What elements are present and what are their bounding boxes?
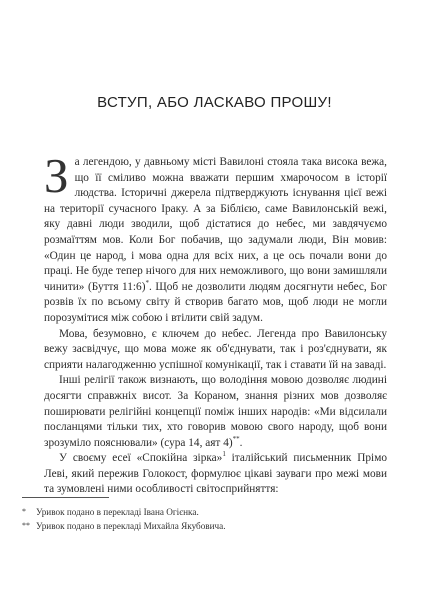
footnote-text: Уривок подано в перекладі Івана Огієнка.	[36, 507, 199, 517]
paragraph-text: У своєму есеї «Спокійна зірка»	[59, 452, 223, 465]
footnote-mark: *	[22, 507, 26, 516]
paragraph-text: італійський письменник Прімо Леві, який пережив Голокост, формулює цікаві зауваги про межі мови та зумовлені ними особливості світосприйняття:	[44, 452, 387, 496]
footnote-1	[22, 505, 402, 519]
footnote-divider	[22, 497, 109, 498]
footnote-ref[interactable]: **	[232, 434, 240, 443]
chapter-title: ВСТУП, АБО ЛАСКАВО ПРОШУ!	[97, 94, 332, 111]
paragraph-text: а легендою, у давньому місті Вавилоні стояла така висока вежа, що її сміливо можна вважати першим хмарочосом в історії людства. Історичні джерела підтверджують існування цієї вежі на території сучасного Іраку. А за Біблією, саме Вавилонській вежі, яку давні люди зводили, щоб дістатися до небес, ми завдячуємо розмаїттям мов. Коли Бог побачив, що задумали люди, Він мовив: «Один це народ, і мова одна для всіх них, а це ось почали вони до праці. Не буде тепер нічого для них неможливого, що вони замишляли чинити» (Буття 11:6)	[44, 156, 387, 293]
footnotes	[22, 505, 402, 533]
paragraph-text: Інші релігії також визнають, що володіння мовою дозволяє людині досягти справжніх висот. За Кораном, знання різних мов дозволяє поширювати релігійні концепції поміж інших народів: «Ми відсилали посланцями тільки тих, хто говорив мовою свого народу, щоб вони зрозуміло пояснювали» (сура 14, аят 4)	[44, 374, 387, 449]
footnote-mark: **	[22, 521, 30, 530]
paragraph-1	[44, 148, 387, 327]
footnote-text: Уривок подано в перекладі Михайла Якубовича.	[36, 521, 226, 531]
footnote-ref[interactable]: 1	[222, 450, 226, 459]
footnote-2	[22, 519, 402, 533]
paragraph-4	[44, 451, 387, 498]
drop-cap: З	[44, 148, 69, 203]
footnote-ref[interactable]: *	[145, 278, 149, 287]
paragraph-text: Мова, безумовно, є ключем до небес. Легенда про Вавилонську вежу засвідчує, що мова може як об'єднувати, так і роз'єднувати, як сприяти налагодженню успішної комунікації, так і ставати їй на заваді.	[44, 327, 387, 371]
paragraph-3	[44, 373, 387, 451]
paragraph-text: . Щоб не дозволити людям досягнути небес, Бог розвів їх по всьому світу й створив багато мов, щоб люди не могли порозумітися між собою і втілити свій задум.	[44, 280, 387, 324]
body-text	[44, 148, 387, 498]
paragraph-text: .	[239, 436, 243, 449]
paragraph-2	[44, 327, 387, 374]
